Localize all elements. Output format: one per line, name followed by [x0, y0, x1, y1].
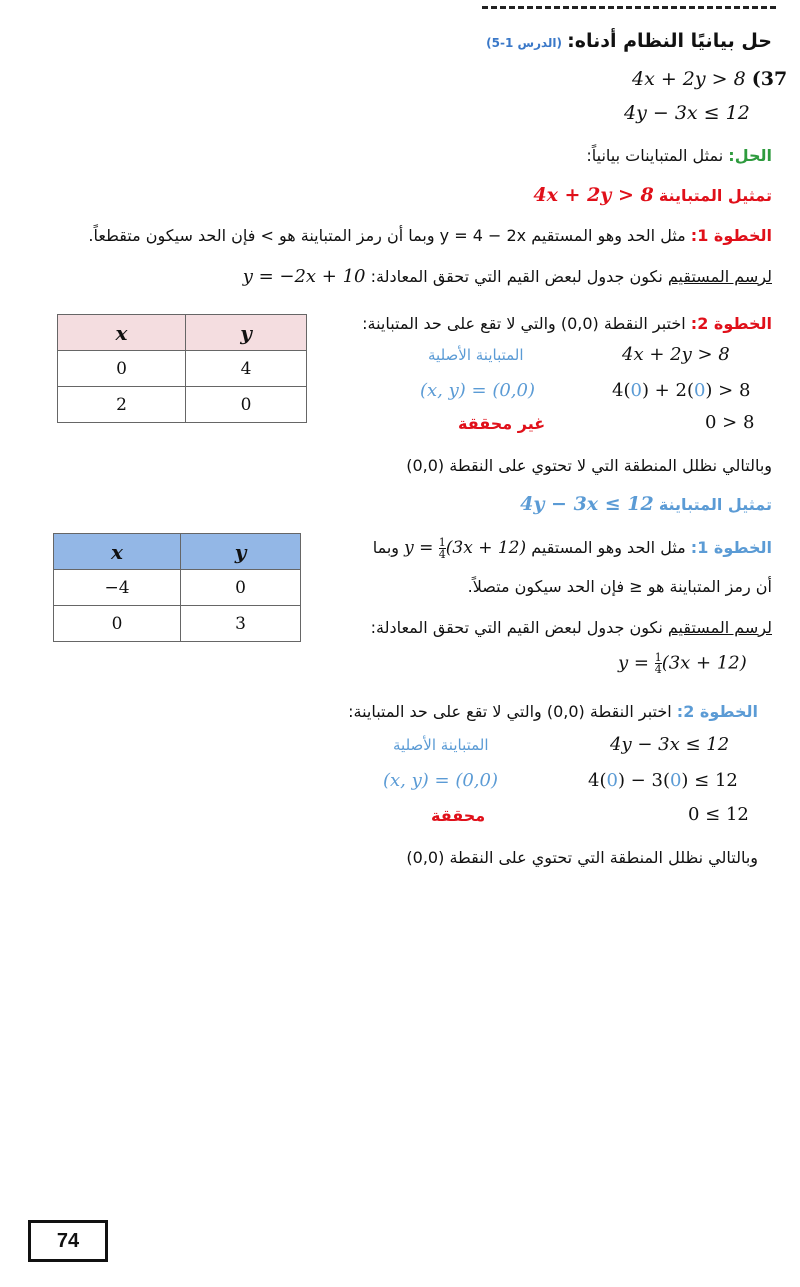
part1-check-original-label: المتباينة الأصلية — [428, 346, 524, 364]
solution-label: الحل: — [728, 146, 772, 165]
lesson-tag: (الدرس 1-5) — [486, 36, 563, 50]
sub-post: ) ≤ 12 — [681, 770, 738, 791]
sub-pre: 4( — [588, 770, 607, 791]
part1-step2 — [362, 314, 772, 333]
table-cell: 2 — [58, 387, 186, 423]
part2-check-sub-label: (x, y) = (0,0) — [383, 770, 499, 791]
part2-check-result-label: محققة — [431, 806, 486, 825]
frac-num: 1 — [438, 536, 446, 549]
table-cell: 0 — [58, 351, 186, 387]
problem-ineq2: 4y − 3x ≤ 12 — [624, 102, 750, 124]
table-cell: 0 — [54, 606, 181, 642]
part1-step2-label: الخطوة 2: — [690, 314, 772, 333]
table-row — [54, 570, 301, 606]
part2-conclusion: وبالتالي نظلل المنطقة التي تحتوي على النقطة (0,0) — [406, 848, 758, 867]
part1-step1-text: مثل الحد وهو المستقيم y = 4 − 2x وبما أن رمز المتباينة هو > فإن الحد سيكون متقطعاً. — [88, 226, 686, 245]
part2-values-table — [53, 533, 301, 642]
table-cell: 0 — [186, 387, 307, 423]
sub-zero: 0 — [630, 380, 642, 401]
table-row — [54, 606, 301, 642]
part2-check-result-math: 0 ≤ 12 — [688, 804, 749, 825]
table-cell: −4 — [54, 570, 181, 606]
part2-table-intro — [371, 618, 772, 637]
part2-heading-text: تمثيل المتباينة — [658, 495, 772, 514]
eq-right: (3x + 12) — [445, 538, 527, 558]
part1-values-table — [57, 314, 307, 423]
part2-step2-label: الخطوة 2: — [676, 702, 758, 721]
part1-step1-label: الخطوة 1: — [690, 226, 772, 245]
part1-heading — [533, 184, 772, 206]
table-cell: 0 — [181, 570, 301, 606]
eq-left: y = — [618, 652, 655, 674]
page-number: 74 — [28, 1220, 108, 1262]
table-header-x: x — [54, 534, 181, 570]
table-header-x: x — [58, 315, 186, 351]
table-cell: 3 — [181, 606, 301, 642]
problem-header — [486, 30, 772, 52]
problem-ineq1: 4x + 2y > 8 — [632, 68, 746, 90]
part2-heading — [520, 493, 772, 515]
part2-check-original-math: 4y − 3x ≤ 12 — [610, 734, 730, 755]
part2-step1-eq — [404, 536, 527, 561]
top-dashed-separator — [482, 6, 776, 9]
solution-line — [586, 146, 772, 165]
sub-pre: 4( — [612, 380, 631, 401]
sub-zero: 0 — [606, 770, 618, 791]
table-cell: 4 — [186, 351, 307, 387]
part2-step1-label: الخطوة 1: — [690, 538, 772, 557]
eq-right: (3x + 12) — [661, 652, 747, 674]
part1-step2-text: اختبر النقطة (0,0) والتي لا تقع على حد المتباينة: — [362, 314, 691, 333]
part2-check-original-label: المتباينة الأصلية — [393, 736, 489, 754]
part2-step1-text-c: أن رمز المتباينة هو ≤ فإن الحد سيكون متصلاً. — [467, 577, 772, 596]
table-row — [58, 351, 307, 387]
fraction — [655, 652, 662, 675]
frac-den: 4 — [654, 663, 662, 676]
part1-check-result-label: غير محققة — [458, 414, 546, 433]
sub-mid: ) + 2( — [641, 380, 694, 401]
fraction — [439, 537, 446, 560]
part1-step1 — [88, 226, 772, 245]
part1-table-intro — [243, 266, 772, 287]
part1-table-intro-underlined: لرسم المستقيم — [667, 267, 772, 286]
part2-step2 — [348, 702, 758, 721]
part1-check-sub-math — [612, 380, 750, 401]
solution-text: نمثل المتباينات بيانياً: — [586, 146, 724, 165]
table-header-row — [54, 534, 301, 570]
problem-ineq1-row — [632, 68, 787, 90]
table-header-y: y — [186, 315, 307, 351]
part2-step1-text-a: مثل الحد وهو المستقيم — [526, 538, 691, 557]
part1-conclusion: وبالتالي نظلل المنطقة التي لا تحتوي على النقطة (0,0) — [406, 456, 772, 475]
part1-heading-text: تمثيل المتباينة — [658, 186, 772, 205]
part2-table-intro-underlined: لرسم المستقيم — [667, 618, 772, 637]
sub-zero: 0 — [669, 770, 682, 791]
problem-title: حل بيانيًا النظام أدناه: — [567, 30, 772, 52]
part1-check-sub-label: (x, y) = (0,0) — [420, 380, 536, 401]
part1-table-intro-eq: y = −2x + 10 — [242, 266, 366, 287]
table-row — [58, 387, 307, 423]
part1-check-original-math: 4x + 2y > 8 — [622, 344, 730, 365]
part2-step1 — [373, 537, 772, 560]
sub-zero: 0 — [693, 380, 706, 401]
eq-left: y = — [404, 538, 439, 558]
part1-heading-math: 4x + 2y > 8 — [533, 184, 654, 206]
part2-heading-math: 4y − 3x ≤ 12 — [520, 493, 654, 515]
table-header-row — [58, 315, 307, 351]
part2-step1-text-b: وبما — [372, 538, 400, 557]
part2-step2-text: اختبر النقطة (0,0) والتي لا تقع على حد المتباينة: — [348, 702, 677, 721]
frac-den: 4 — [438, 548, 446, 561]
part2-table-intro-rest: نكون جدول لبعض القيم التي تحقق المعادلة: — [370, 618, 668, 637]
part1-table-intro-rest: نكون جدول لبعض القيم التي تحقق المعادلة: — [365, 267, 668, 286]
problem-number: (37 — [751, 68, 788, 90]
part2-equation — [618, 652, 747, 675]
part2-check-sub-math — [588, 770, 738, 791]
table-header-y: y — [181, 534, 301, 570]
frac-num: 1 — [654, 651, 662, 664]
sub-mid: ) − 3( — [617, 770, 670, 791]
part1-check-result-math: 0 > 8 — [705, 412, 755, 433]
sub-post: ) > 8 — [705, 380, 751, 401]
